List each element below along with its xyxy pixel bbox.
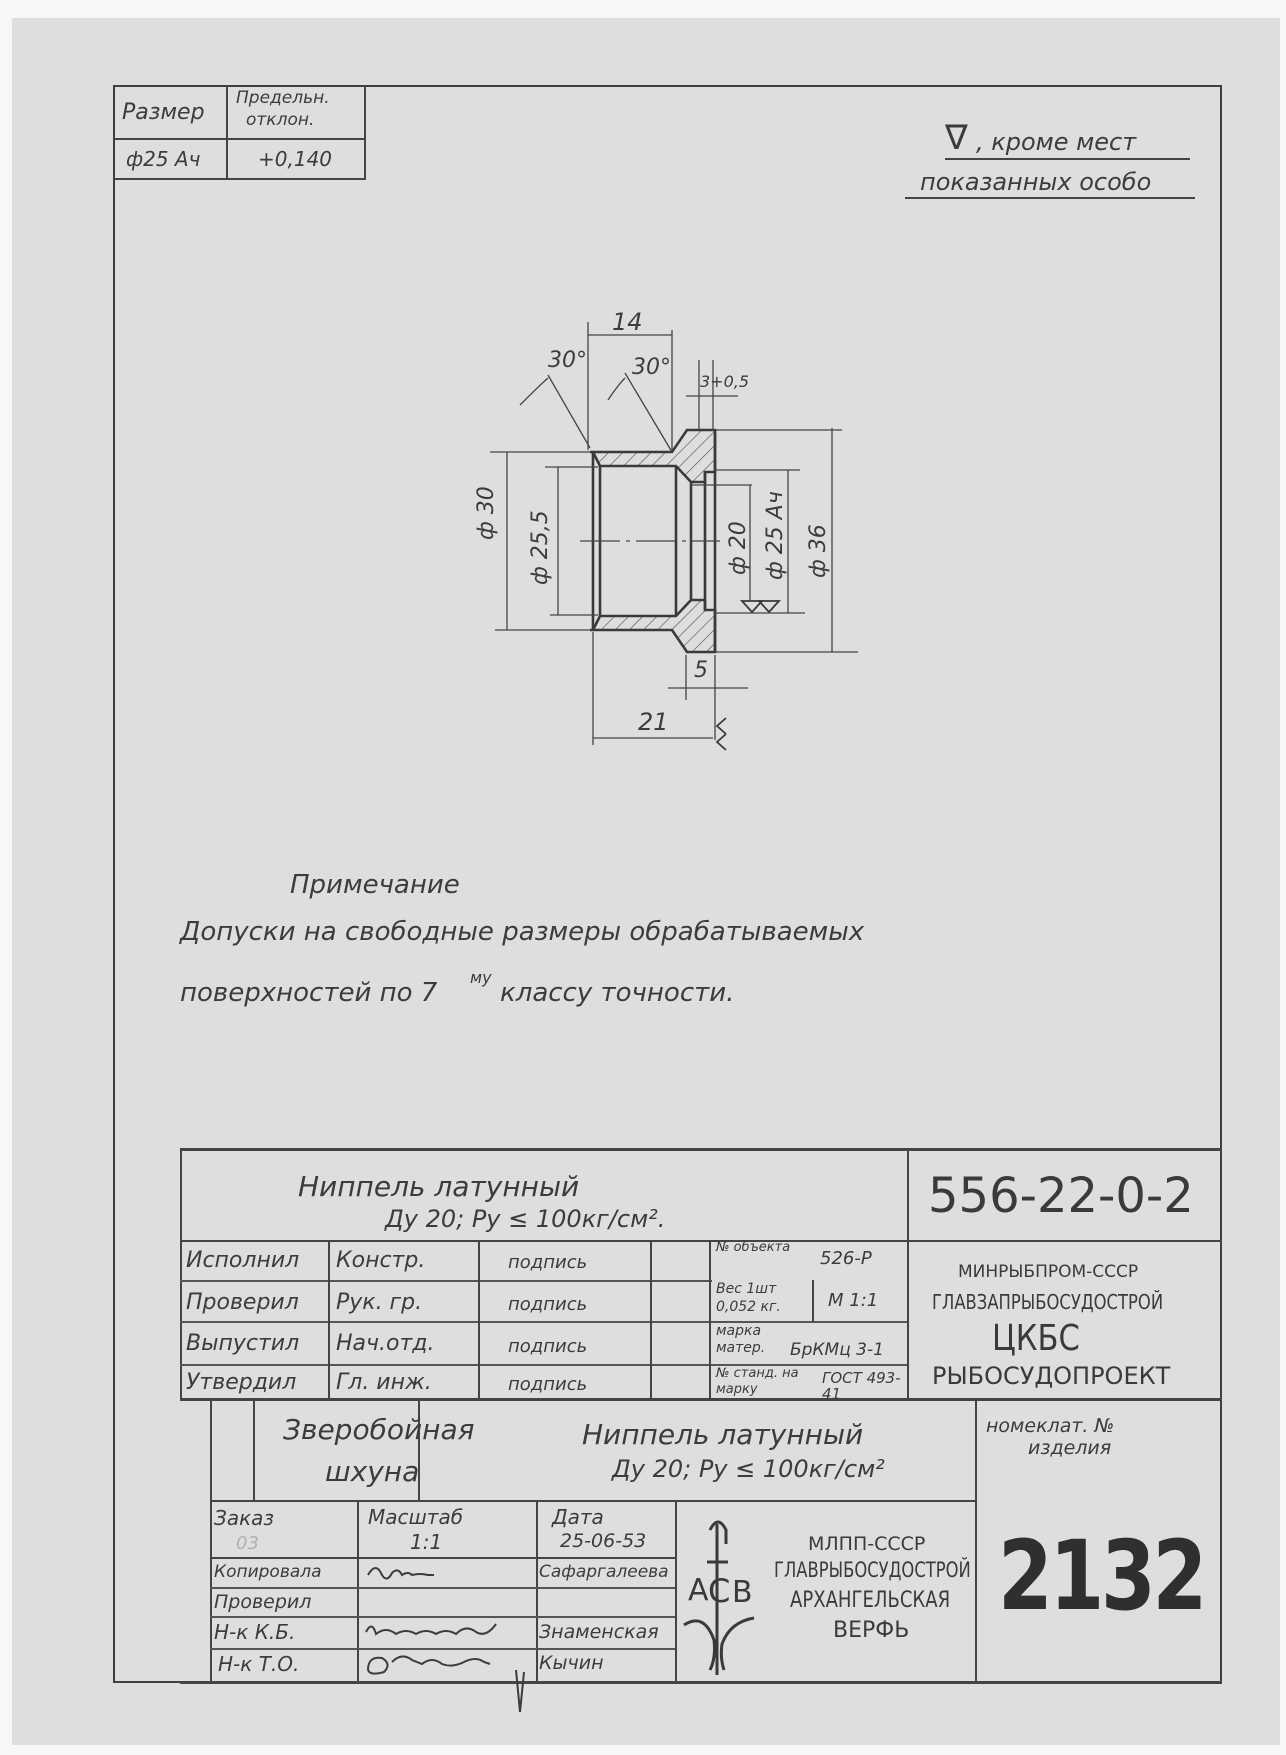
signature-label: подпись: [508, 1374, 588, 1395]
role-label: Выпустил: [186, 1331, 300, 1356]
signature-label: подпись: [508, 1336, 588, 1357]
svg-text:C: C: [708, 1572, 731, 1610]
part-spec-top: Ду 20; Ру ≤ 100кг/см².: [385, 1205, 666, 1233]
scale-label: Масштаб: [368, 1505, 464, 1529]
position-label: Рук. гр.: [336, 1290, 423, 1315]
people-name: Кычин: [539, 1652, 604, 1674]
scale-mark: М 1:1: [828, 1290, 879, 1311]
svg-text:B: B: [732, 1575, 753, 1610]
people-role: Н-к К.Б.: [214, 1620, 296, 1644]
signature-label: подпись: [508, 1252, 588, 1273]
signature-label: подпись: [508, 1294, 588, 1315]
people-name: Сафаргалеева: [539, 1562, 669, 1582]
people-name: Знаменская: [539, 1621, 659, 1643]
standard-label: № станд. на марку: [716, 1366, 799, 1397]
position-label: Нач.отд.: [336, 1331, 435, 1356]
position-label: Констр.: [336, 1248, 426, 1273]
role-label: Утвердил: [186, 1370, 297, 1395]
material-value: БрКМц 3-1: [790, 1340, 884, 1360]
org-line4: РЫБОСУДОПРОЕКТ: [932, 1362, 1171, 1390]
shipyard-line4: ВЕРФЬ: [833, 1618, 910, 1643]
nomenclature-line2: изделия: [1028, 1437, 1112, 1459]
dim-angle-right: 30°: [632, 355, 671, 380]
vessel-line1: Зверобойная: [283, 1413, 475, 1446]
people-role: Н-к Т.О.: [218, 1652, 300, 1676]
size-header: Размер: [122, 100, 205, 125]
dim-length-14: 14: [612, 308, 643, 336]
dim-total-21: 21: [638, 708, 669, 736]
dim-diameter-25-5: ф 25,5: [528, 510, 553, 585]
surface-note-line2: показанных особо: [920, 168, 1152, 196]
note-title: Примечание: [290, 870, 460, 900]
drawing-code: 556-22-0-2: [928, 1168, 1194, 1224]
vessel-line2: шхуна: [325, 1455, 420, 1488]
deviation-header-line1: Предельн.: [236, 88, 330, 108]
object-label: № объекта: [716, 1240, 791, 1255]
scale-value: 1:1: [410, 1530, 443, 1554]
people-role: Проверил: [214, 1591, 312, 1613]
dim-groove: 3+0,5: [700, 372, 750, 391]
deviation-value: +0,140: [258, 147, 333, 171]
dim-diameter-25-ach: ф 25 Ач: [763, 491, 788, 580]
dim-angle-left: 30°: [548, 348, 587, 373]
part-name-top: Ниппель латунный: [298, 1170, 580, 1203]
part-spec-lower: Ду 20; Ру ≤ 100кг/см²: [612, 1455, 885, 1483]
surface-finish-icon: ∇: [945, 118, 968, 158]
standard-value: ГОСТ 493-41: [822, 1369, 901, 1403]
shipyard-line1: МЛПП-СССР: [808, 1533, 926, 1555]
order-label: Заказ: [214, 1506, 275, 1530]
position-label: Гл. инж.: [336, 1370, 432, 1395]
org-line1: МИНРЫБПРОМ-СССР: [958, 1262, 1139, 1282]
anchor-logo-icon: [680, 1510, 760, 1670]
note-line1: Допуски на свободные размеры обрабатываемых: [180, 917, 865, 947]
role-label: Исполнил: [186, 1248, 300, 1273]
note-line2a: поверхностей по 7: [180, 978, 438, 1008]
weight-label: Вес 1шт: [716, 1281, 777, 1297]
order-value: 03: [236, 1533, 259, 1554]
role-label: Проверил: [186, 1290, 299, 1315]
nomenclature-line1: номеклат. №: [986, 1415, 1115, 1437]
shipyard-line3: АРХАНГЕЛЬСКАЯ: [790, 1588, 951, 1613]
sheet-number: 2132: [998, 1520, 1204, 1632]
date-value: 25-06-53: [560, 1530, 647, 1552]
note-line2-superscript: му: [470, 968, 492, 987]
logo-text: A: [688, 1573, 709, 1608]
dim-diameter-20: ф 20: [726, 521, 751, 575]
object-value: 526-Р: [820, 1248, 872, 1269]
org-line2: ГЛАВЗАПРЫБОСУДОСТРОЙ: [932, 1290, 1164, 1314]
dim-diameter-30: ф 30: [474, 486, 499, 540]
weight-value: 0,052 кг.: [716, 1299, 781, 1315]
dim-diameter-36: ф 36: [806, 524, 831, 578]
surface-note-line1: , кроме мест: [976, 128, 1137, 156]
size-value: ф25 Ач: [126, 147, 201, 171]
note-line2b: классу точности.: [500, 978, 735, 1008]
deviation-header-line2: отклон.: [246, 110, 315, 130]
shipyard-line2: ГЛАВРЫБОСУДОСТРОЙ: [774, 1558, 971, 1582]
org-line3: ЦКБС: [992, 1318, 1080, 1359]
part-name-lower: Ниппель латунный: [582, 1418, 864, 1451]
date-label: Дата: [552, 1505, 604, 1529]
material-label: марка матер.: [716, 1323, 766, 1356]
people-role: Копировала: [214, 1562, 322, 1582]
dim-flange-5: 5: [694, 658, 708, 683]
